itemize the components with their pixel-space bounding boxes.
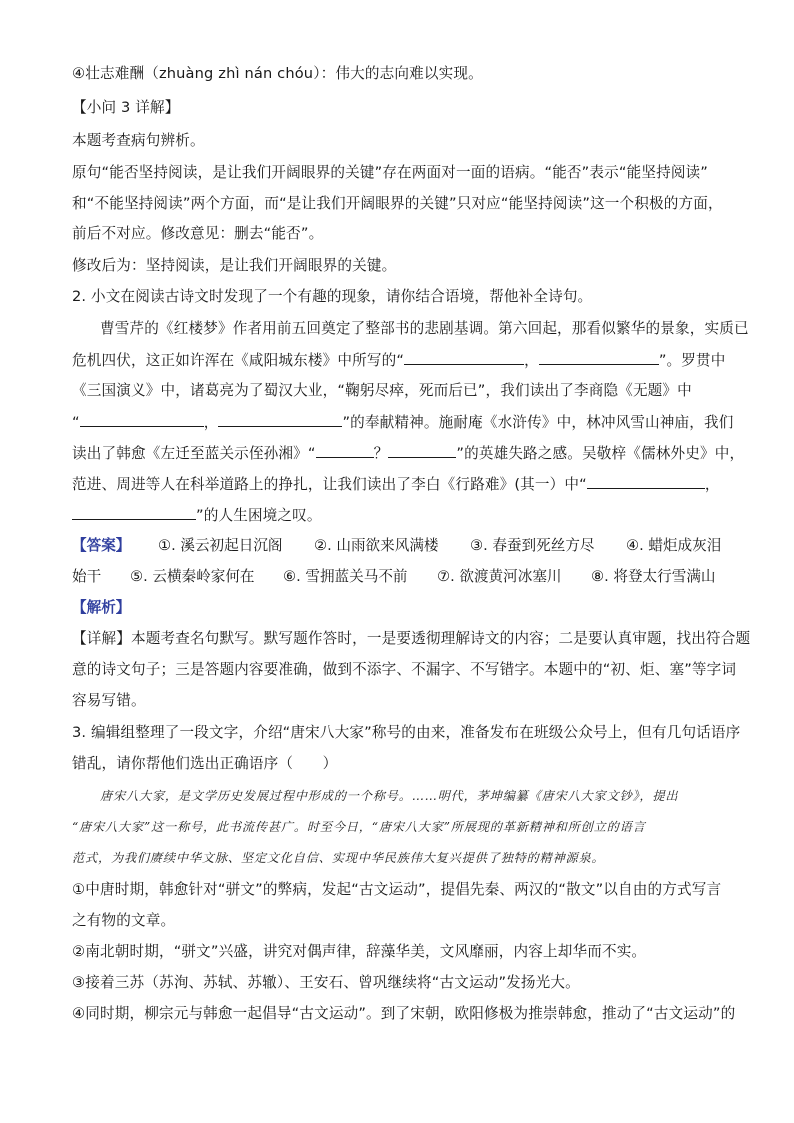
q2-passage-line bbox=[72, 443, 744, 464]
answer-blank-1[interactable] bbox=[404, 350, 524, 365]
answer-item: ②. 山雨欲来风满楼 bbox=[314, 537, 439, 554]
answer-item: ③. 春蚕到死丝方尽 bbox=[470, 537, 595, 554]
answer-blank-4[interactable] bbox=[218, 412, 342, 427]
q2-detail-line: 容易写错。 bbox=[72, 692, 146, 709]
q2-passage-line: 曹雪芹的《红楼梦》作者用前五回奠定了整部书的悲剧基调。第六回起，那看似繁华的景象，实质已 bbox=[100, 320, 749, 337]
answer-blank-7[interactable] bbox=[587, 474, 705, 489]
q2-passage-text: 读出了韩愈《左迁至蓝关示侄孙湘》“ bbox=[72, 445, 316, 462]
q3-sentence-1-cont: 之有物的文章。 bbox=[72, 912, 176, 929]
sub3-analysis-line: 原句“能否坚持阅读，是让我们开阔眼界的关键”存在两面对一面的语病。“能否”表示“能坚持阅读” bbox=[72, 164, 709, 181]
q1-item-4: ④壮志难酬（zhuàng zhì nán chóu）：伟大的志向难以实现。 bbox=[72, 65, 483, 82]
answer-label: 【答案】 bbox=[72, 537, 131, 554]
analysis-label: 【解析】 bbox=[72, 599, 131, 616]
answer-item: ⑧. 将登太行雪满山 bbox=[591, 568, 716, 585]
q2-stem: 2. 小文在阅读古诗文时发现了一个有趣的现象，请你结合语境，帮他补全诗句。 bbox=[72, 288, 593, 305]
q2-passage-text: 范进、周进等人在科举道路上的挣扎，让我们读出了李白《行路难》(其一）中“ bbox=[72, 476, 587, 493]
q2-passage-text: 危机四伏，这正如许浑在《咸阳城东楼》中所写的“ bbox=[72, 352, 405, 369]
q2-passage-text: ”的奉献精神。施耐庵《水浒传》中，林冲风雪山神庙，我们 bbox=[342, 414, 734, 431]
q2-passage-text: ， bbox=[704, 476, 720, 493]
q2-passage-line bbox=[72, 350, 726, 371]
q3-sentence-3: ③接着三苏（苏洵、苏轼、苏辙）、王安石、曾巩继续将“古文运动”发扬光大。 bbox=[72, 974, 580, 991]
q2-passage-text: ， bbox=[203, 414, 219, 431]
q2-passage-line bbox=[72, 412, 734, 433]
q2-passage-line bbox=[72, 505, 322, 526]
q2-detail-line: 【详解】本题考查名句默写。默写题作答时，一是要透彻理解诗文的内容；二是要认真审题，找出符合题 bbox=[72, 630, 751, 647]
q3-stem: 3. 编辑组整理了一段文字，介绍“唐宋八大家”称号的由来，准备发布在班级公众号上，但有几句话语序 bbox=[72, 724, 741, 741]
answer-item: 始干 bbox=[72, 568, 102, 585]
q2-passage-text: ”。罗贯中 bbox=[658, 352, 726, 369]
q3-quote-line: “唐宋八大家”这一称号，此书流传甚广。时至今日，“唐宋八大家”所展现的革新精神和所创立的语言 bbox=[72, 820, 646, 834]
sub3-analysis-line: 前后不对应。修改意见：删去“能否”。 bbox=[72, 225, 324, 242]
q2-passage-text: ？ bbox=[373, 445, 389, 462]
answer-item: ⑦. 欲渡黄河冰塞川 bbox=[437, 568, 562, 585]
q3-stem: 错乱，请你帮他们选出正确语序（ ） bbox=[72, 755, 338, 772]
q2-passage-text: “ bbox=[72, 414, 80, 431]
answer-item: ①. 溪云初起日沉阁 bbox=[158, 537, 283, 554]
sub3-heading: 【小问 3 详解】 bbox=[72, 99, 180, 116]
answer-item: ⑥. 雪拥蓝关马不前 bbox=[283, 568, 408, 585]
answer-blank-6[interactable] bbox=[388, 443, 456, 458]
answer-blank-2[interactable] bbox=[539, 350, 659, 365]
q2-passage-line: 《三国演义》中，诸葛亮为了蜀汉大业，“鞠躬尽瘁，死而后已”，我们读出了李商隐《无题》中 bbox=[72, 382, 692, 399]
q3-sentence-1: ①中唐时期，韩愈针对“骈文”的弊病，发起“古文运动”，提倡先秦、两汉的“散文”以自由的方式写言 bbox=[72, 881, 722, 898]
answer-blank-5[interactable] bbox=[316, 443, 374, 458]
q2-passage-text: ”的人生困境之叹。 bbox=[196, 507, 322, 524]
q3-sentence-2: ②南北朝时期，“骈文”兴盛，讲究对偶声律，辞藻华美，文风靡丽，内容上却华而不实。 bbox=[72, 943, 647, 960]
answer-item: ⑤. 云横秦岭家何在 bbox=[130, 568, 255, 585]
q2-detail-line: 意的诗文句子；三是答题内容要准确，做到不添字、不漏字、不写错字。本题中的“初、炬、塞”等字词 bbox=[72, 661, 737, 678]
q3-quote-line: 唐宋八大家，是文学历史发展过程中形成的一个称号。……明代，茅坤编纂《唐宋八大家文钞》，提出 bbox=[100, 789, 679, 803]
sub3-analysis-line: 和“不能坚持阅读”两个方面，而“是让我们开阔眼界的关键”只对应“能坚持阅读”这一个积极的方面， bbox=[72, 195, 723, 212]
answer-blank-3[interactable] bbox=[80, 412, 204, 427]
q2-passage-text: ， bbox=[524, 352, 539, 369]
answer-blank-8[interactable] bbox=[72, 505, 196, 520]
sub3-intro: 本题考查病句辨析。 bbox=[72, 132, 205, 149]
q3-sentence-4: ④同时期，柳宗元与韩愈一起倡导“古文运动”。到了宋朝，欧阳修极为推崇韩愈，推动了“古文运动”的 bbox=[72, 1005, 736, 1022]
sub3-corrected: 修改后为：坚持阅读，是让我们开阔眼界的关键。 bbox=[72, 257, 397, 274]
answer-item: ④. 蜡炬成灰泪 bbox=[626, 537, 722, 554]
q2-passage-text: ”的英雄失路之感。吴敬梓《儒林外史》中， bbox=[456, 445, 745, 462]
q2-passage-line bbox=[72, 474, 720, 495]
q3-quote-line: 范式，为我们赓续中华文脉、坚定文化自信、实现中华民族伟大复兴提供了独特的精神源泉。 bbox=[72, 851, 605, 865]
